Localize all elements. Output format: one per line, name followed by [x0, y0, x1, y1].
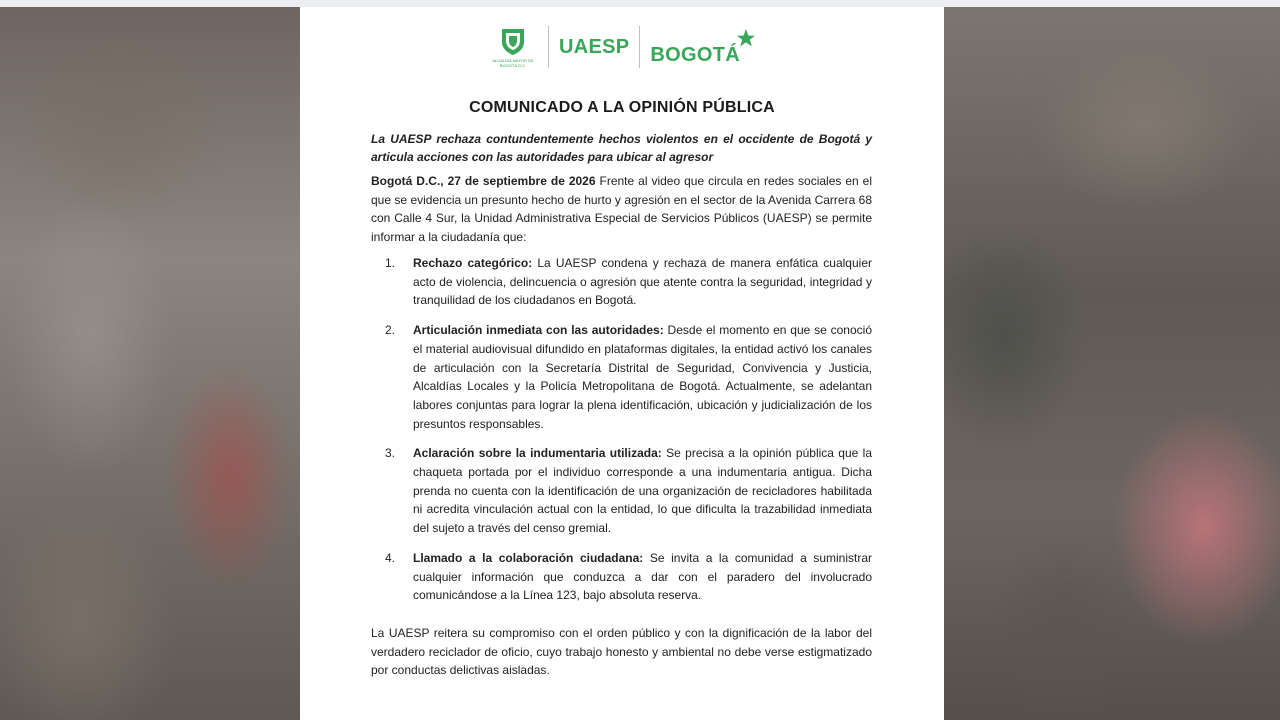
- list-number: 3.: [385, 446, 396, 461]
- logo-divider: [639, 26, 640, 68]
- bogota-logo: [650, 27, 756, 67]
- seal-caption: ALCALDÍA MAYOR DE BOGOTÁ D.C.: [492, 58, 534, 68]
- alcaldia-seal-icon: [498, 26, 528, 56]
- list-item-text: Se invita a la comunidad a suministrar cualquier información que conduzca a dar con el paradero del involucrado comunicándose a la Línea 123, bajo absoluta reserva.: [413, 550, 873, 603]
- closing-paragraph: La UAESP reitera su compromiso con el orden público y con la dignificación de la labor del verdadero reciclador de oficio, cuyo trabajo honesto y ambiental no debe verse estigmatizado por conductas delictivas aisladas.: [371, 626, 872, 678]
- list-item-text: La UAESP condena y rechaza de manera enfática cualquier acto de violencia, delincuencia o agresión que atente contra la seguridad, integridad y tranquilidad de los ciudadanos en Bogotá.: [413, 256, 872, 308]
- list-item: [385, 549, 872, 605]
- list-item: [385, 321, 872, 433]
- intro-text: Frente al video que circula en redes sociales en el que se evidencia un presunto hecho de hurto y agresión en el sector de la Avenida Carrera 68 con Calle 4 Sur, la Unidad Administrativa Especial de Servicios Públicos (UAESP) se permite informar a la ciudadanía que:: [371, 174, 872, 245]
- list-item-body: [413, 549, 872, 605]
- list-number: 2.: [385, 323, 396, 338]
- list-item-body: [413, 444, 872, 538]
- list-item-body: [413, 321, 872, 433]
- list-item: [385, 254, 872, 310]
- list-item-heading: Llamado a la colaboración ciudadana:: [413, 550, 644, 565]
- document-subtitle: La UAESP rechaza contundentemente hechos violentos en el occidente de Bogotá y articula acciones con las autoridades para ubicar al agresor: [371, 132, 872, 164]
- bogota-star-icon: [734, 27, 756, 67]
- intro-paragraph: [371, 172, 872, 247]
- list-item-heading: Rechazo categórico:: [413, 256, 533, 270]
- list-number: 1.: [385, 256, 396, 270]
- numbered-list: [385, 254, 872, 616]
- header-logos: [300, 21, 944, 73]
- blurred-background-right: [944, 7, 1280, 720]
- uaesp-logo: UAESP: [559, 35, 630, 58]
- document-title: COMUNICADO A LA OPINIÓN PÚBLICA: [469, 99, 775, 116]
- logo-divider: [548, 26, 549, 68]
- list-item: [385, 444, 872, 538]
- list-item-heading: Articulación inmediata con las autoridades:: [413, 323, 664, 338]
- list-item-body: [413, 254, 872, 310]
- list-item-text: Se precisa a la opinión pública que la chaqueta portada por el individuo corresponde a una indumentaria antigua. Dicha prenda no cuenta con la identificación de una organización de recicladores habilitada ni acredita vinculación actual con la entidad, lo que dificulta la trazabilidad inmediata del sujeto a través del censo gremial.: [413, 446, 873, 536]
- list-number: 4.: [385, 550, 396, 565]
- blurred-background-left: [0, 7, 300, 720]
- intro-date-lead: Bogotá D.C., 27 de septiembre de 2026: [371, 174, 596, 188]
- list-item-text: Desde el momento en que se conoció el material audiovisual difundido en plataformas digitales, la entidad activó los canales de articulación con la Secretaría Distrital de Seguridad, Convivencia y Justicia, Alcaldías Locales y la Policía Metropolitana de Bogotá. Actualmente, se adelantan labores conjuntas para lograr la plena identificación, ubicación y judicialización de los presuntos responsables.: [413, 323, 872, 431]
- document-page: [300, 7, 944, 720]
- alcaldia-logo: [488, 26, 538, 68]
- bogota-logo-text: BOGOTÁ: [650, 44, 740, 66]
- top-strip: [0, 0, 1280, 7]
- list-item-heading: Aclaración sobre la indumentaria utilizada:: [413, 446, 662, 461]
